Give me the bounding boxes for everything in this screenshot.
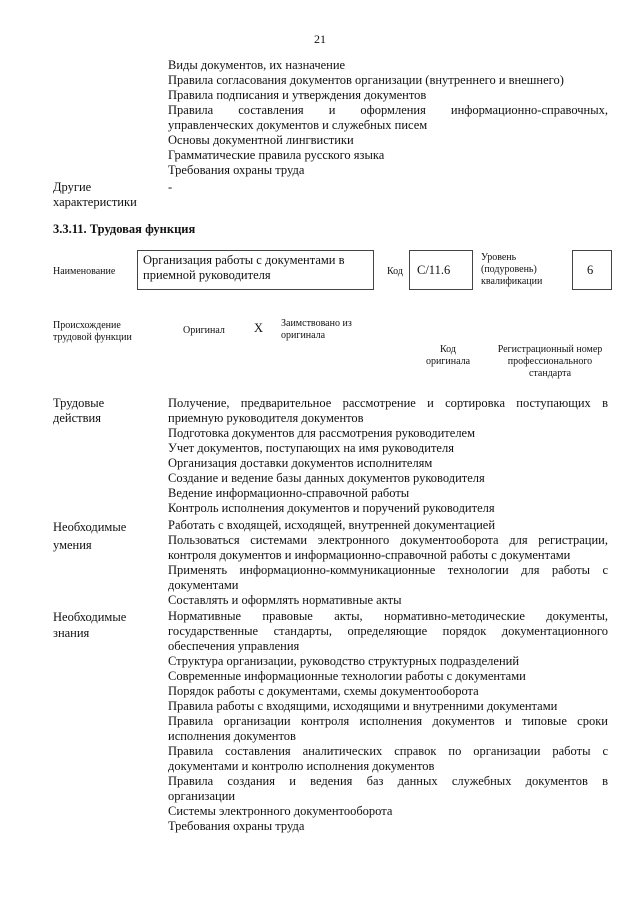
level-label: Уровень (подуровень) квалификации: [481, 252, 543, 287]
name-value: Организация работы с документами в приемной руководителя: [143, 253, 345, 282]
list-item: Нормативные правовые акты, нормативно-методические документы,: [168, 609, 608, 623]
list-item: Правила подписания и утверждения документов: [168, 88, 427, 102]
list-item: Требования охраны труда: [168, 163, 305, 177]
code-label: Код: [387, 266, 403, 277]
borrowed-label: Заимствовано из оригинала: [281, 318, 352, 341]
level-value: 6: [587, 263, 594, 277]
other-characteristics-value: -: [168, 180, 173, 194]
labor-actions-list: [168, 396, 608, 516]
knowledge-list: [168, 609, 608, 834]
section-title: 3.3.11. Трудовая функция: [53, 222, 196, 236]
list-item: Современные информационные технологии работы с документами: [168, 669, 526, 683]
name-label: Наименование: [53, 266, 116, 277]
origin-label: Происхождение трудовой функции: [53, 320, 132, 343]
list-item: Правила организации контроля исполнения документов и типовые сроки: [168, 714, 608, 728]
list-item: документами и контролю исполнения документов: [168, 759, 435, 773]
list-item: Подготовка документов для рассмотрения руководителем: [168, 426, 476, 440]
list-item: организации: [168, 789, 236, 803]
other-characteristics-label: Другие характеристики: [53, 180, 137, 209]
knowledge-label: Необходимые знания: [53, 610, 127, 640]
registration-number-label: Регистрационный номер профессионального стандарта: [497, 344, 603, 379]
list-item: Применять информационно-коммуникационные технологии для работы с: [168, 563, 608, 577]
skills-list: [168, 518, 608, 608]
code-original-label: Код оригинала: [425, 344, 471, 367]
list-item: обеспечения управления: [168, 639, 300, 653]
list-item: документами: [168, 578, 239, 592]
list-item: Контроль исполнения документов и поручений руководителя: [168, 501, 495, 515]
list-item: Организация доставки документов исполнителям: [168, 456, 433, 470]
list-item: Правила создания и ведения баз данных служебных документов в: [168, 774, 608, 788]
list-item: Порядок работы с документами, схемы документооборота: [168, 684, 479, 698]
list-item: управленческих документов и служебных писем: [168, 118, 428, 132]
list-item: Работать с входящей, исходящей, внутренней документацией: [168, 518, 496, 532]
original-label: Оригинал: [183, 325, 225, 336]
list-item: Получение, предварительное рассмотрение и сортировка поступающих в: [168, 396, 608, 410]
list-item: Правила работы с входящими, исходящими и внутренними документами: [168, 699, 558, 713]
list-item: Пользоваться системами электронного документооборота для регистрации,: [168, 533, 608, 547]
list-item: Правила составления аналитических справок по организации работы с: [168, 744, 608, 758]
page-number: 21: [314, 32, 326, 46]
list-item: Составлять и оформлять нормативные акты: [168, 593, 402, 607]
list-item: государственные стандарты, определяющие порядок документационного: [168, 624, 608, 638]
list-item: Ведение информационно-справочной работы: [168, 486, 410, 500]
list-item: Учет документов, поступающих на имя руководителя: [168, 441, 454, 455]
list-item: Структура организации, руководство структурных подразделений: [168, 654, 520, 668]
list-item: Требования охраны труда: [168, 819, 305, 833]
list-item: Правила составления и оформления информационно-справочных,: [168, 103, 608, 117]
code-value: С/11.6: [417, 263, 451, 277]
list-item: Грамматические правила русского языка: [168, 148, 385, 162]
list-item: Основы документной лингвистики: [168, 133, 354, 147]
list-item: Виды документов, их назначение: [168, 58, 346, 72]
list-item: Системы электронного документооборота: [168, 804, 393, 818]
list-item: Создание и ведение базы данных документов руководителя: [168, 471, 485, 485]
list-item: приемную руководителя документов: [168, 411, 364, 425]
prior-knowledge-list: [168, 58, 608, 178]
labor-actions-label: Трудовые действия: [53, 396, 105, 425]
list-item: Правила согласования документов организации (внутреннего и внешнего): [168, 73, 564, 87]
skills-label: Необходимые умения: [53, 520, 127, 552]
list-item: контроля документов и информационно-справочной работы с документами: [168, 548, 571, 562]
list-item: исполнения документов: [168, 729, 296, 743]
original-mark: X: [254, 321, 264, 335]
